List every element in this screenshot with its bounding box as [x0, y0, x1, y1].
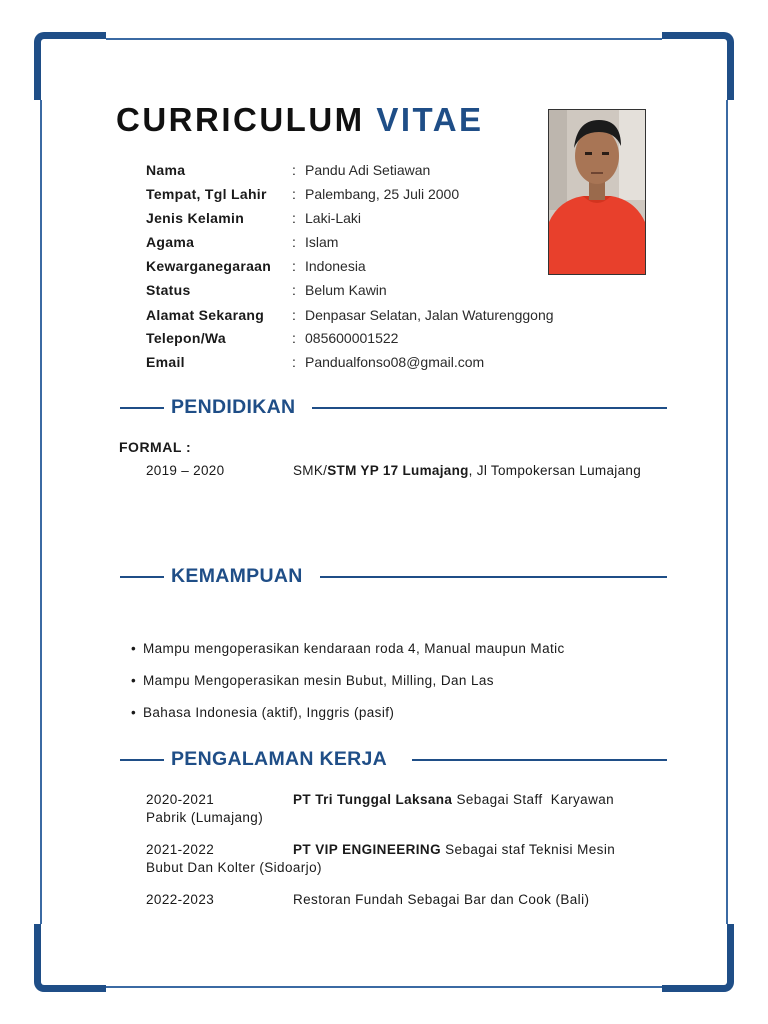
work-entry — [146, 841, 646, 877]
section-title: PENGALAMAN KERJA — [171, 748, 388, 770]
work-entry — [146, 891, 646, 909]
skill-text: Mampu mengoperasikan kendaraan roda 4, Manual maupun Matic — [143, 641, 565, 656]
work-role-continued: Pabrik (Lumajang) — [146, 810, 264, 825]
work-description — [293, 791, 614, 809]
work-role: Sebagai Staff Karyawan — [452, 792, 615, 807]
heading-rule-right — [412, 759, 667, 761]
work-year: 2020-2021 — [146, 792, 215, 807]
section-title: PENDIDIKAN — [171, 396, 296, 418]
info-value: Indonesia — [305, 258, 366, 274]
formal-label: FORMAL : — [119, 439, 192, 455]
info-value: Belum Kawin — [305, 282, 387, 298]
frame-line-top — [106, 38, 662, 40]
info-colon: : — [292, 282, 296, 298]
work-role: Sebagai staf Teknisi Mesin — [440, 842, 616, 857]
info-label: Status — [146, 282, 191, 298]
info-label: Kewarganegaraan — [146, 258, 272, 274]
info-value: Denpasar Selatan, Jalan Waturenggong — [305, 307, 554, 323]
frame-line-left — [40, 100, 42, 924]
info-value: Islam — [305, 234, 339, 250]
skill-item — [131, 705, 394, 720]
info-label: Jenis Kelamin — [146, 210, 245, 226]
education-location: , Jl Tompokersan Lumajang — [468, 463, 642, 478]
education-year: 2019 – 2020 — [146, 463, 225, 478]
profile-photo — [548, 109, 646, 275]
bullet-icon: • — [131, 705, 137, 720]
frame-corner-bottom-left — [34, 924, 106, 992]
info-colon: : — [292, 210, 296, 226]
info-label: Agama — [146, 234, 195, 250]
info-colon: : — [292, 354, 296, 370]
heading-rule-left — [120, 759, 164, 761]
info-value: 085600001522 — [305, 330, 399, 346]
info-colon: : — [292, 186, 296, 202]
frame-corner-top-right — [662, 32, 734, 100]
section-title: KEMAMPUAN — [171, 565, 303, 587]
section-heading-experience — [120, 748, 667, 772]
skill-item — [131, 641, 565, 656]
skill-text: Mampu Mengoperasikan mesin Bubut, Milling, Dan Las — [143, 673, 494, 688]
info-label: Tempat, Tgl Lahir — [146, 186, 267, 202]
info-colon: : — [292, 234, 296, 250]
skill-text: Bahasa Indonesia (aktif), Inggris (pasif) — [143, 705, 395, 720]
info-value: Palembang, 25 Juli 2000 — [305, 186, 460, 202]
info-value: Pandualfonso08@gmail.com — [305, 354, 485, 370]
section-heading-education — [120, 396, 667, 420]
info-label: Telepon/Wa — [146, 330, 226, 346]
work-company: PT Tri Tunggal Laksana — [293, 792, 453, 807]
info-value: Laki-Laki — [305, 210, 362, 226]
info-colon: : — [292, 307, 296, 323]
title-part-1: CURRICULUM — [116, 101, 365, 138]
info-label: Alamat Sekarang — [146, 307, 265, 323]
frame-corner-top-left — [34, 32, 106, 100]
info-colon: : — [292, 330, 296, 346]
info-label: Email — [146, 354, 185, 370]
section-heading-skills — [120, 565, 667, 589]
info-label: Nama — [146, 162, 186, 178]
work-entry — [146, 791, 646, 827]
education-description — [293, 463, 641, 478]
work-description: Restoran Fundah Sebagai Bar dan Cook (Bali) — [293, 892, 590, 907]
work-description — [293, 841, 615, 859]
heading-rule-left — [120, 407, 164, 409]
work-year: 2021-2022 — [146, 842, 215, 857]
heading-rule-right — [312, 407, 667, 409]
education-prefix: SMK/ — [293, 463, 328, 478]
frame-corner-bottom-right — [662, 924, 734, 992]
frame-line-bottom — [106, 986, 662, 988]
title-part-2: VITAE — [376, 101, 484, 138]
education-school: STM YP 17 Lumajang — [327, 463, 469, 478]
heading-rule-left — [120, 576, 164, 578]
heading-rule-right — [320, 576, 667, 578]
info-colon: : — [292, 258, 296, 274]
frame-line-right — [726, 100, 728, 924]
page-title — [116, 101, 484, 139]
bullet-icon: • — [131, 673, 137, 688]
info-colon: : — [292, 162, 296, 178]
work-year: 2022-2023 — [146, 892, 215, 907]
bullet-icon: • — [131, 641, 137, 656]
info-value: Pandu Adi Setiawan — [305, 162, 431, 178]
skill-item — [131, 673, 494, 688]
work-role-continued: Bubut Dan Kolter (Sidoarjo) — [146, 860, 322, 875]
work-company: PT VIP ENGINEERING — [293, 842, 441, 857]
